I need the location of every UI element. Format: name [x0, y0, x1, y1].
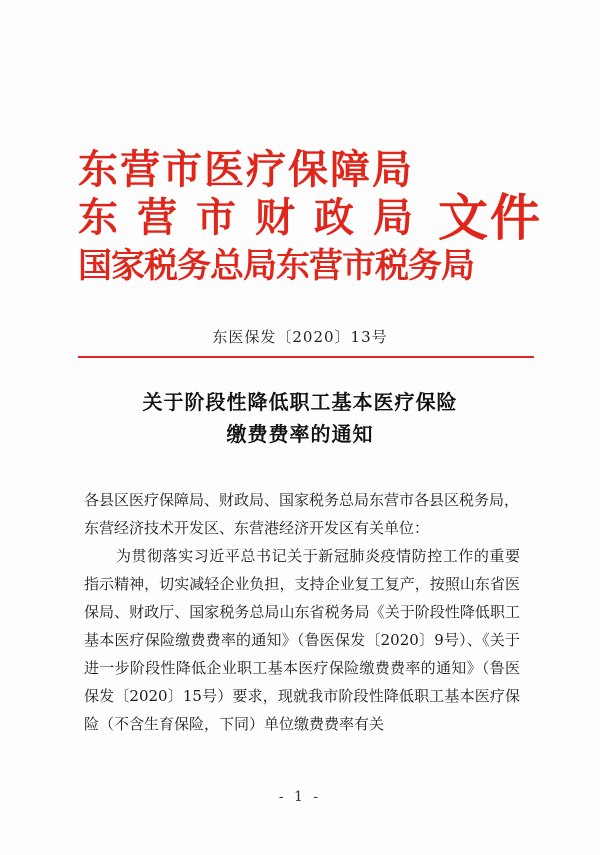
body-paragraph: 为贯彻落实习近平总书记关于新冠肺炎疫情防控工作的重要指示精神，切实减轻企业负担，支持企业复工复产，按照山东省医保局、财政厅、国家税务总局山东省税务局《关于阶段性降低职工基本医疗保险缴费费率的通知》（鲁医保发〔2020〕9号）、《关于进一步阶段性降低企业职工基本医疗保险缴费费率的通知》（鲁医保发〔2020〕15号）要求，现就我市阶段性降低职工基本医疗保险（不含生育保险，下同）单位缴费费率有关: [84, 547, 520, 733]
red-divider-line: [78, 356, 534, 358]
page-number: - 1 -: [278, 789, 322, 805]
document-number: 东医保发〔2020〕13号: [212, 328, 388, 346]
document-type-label: 文件: [438, 189, 542, 247]
document-title-line-2: 缴费费率的通知: [226, 422, 374, 446]
issuer-medical-security-bureau: 东营市医疗保障局: [78, 147, 414, 193]
issuer-finance-bureau: 东营市财政局: [78, 195, 432, 241]
issuer-tax-bureau: 国家税务总局东营市税务局: [78, 246, 474, 286]
recipients-paragraph: 各县区医疗保障局、财政局、国家税务总局东营市各县区税务局，东营经济技术开发区、东营港经济开发区有关单位：: [84, 491, 520, 537]
document-title-line-1: 关于阶段性降低职工基本医疗保险: [142, 390, 458, 414]
